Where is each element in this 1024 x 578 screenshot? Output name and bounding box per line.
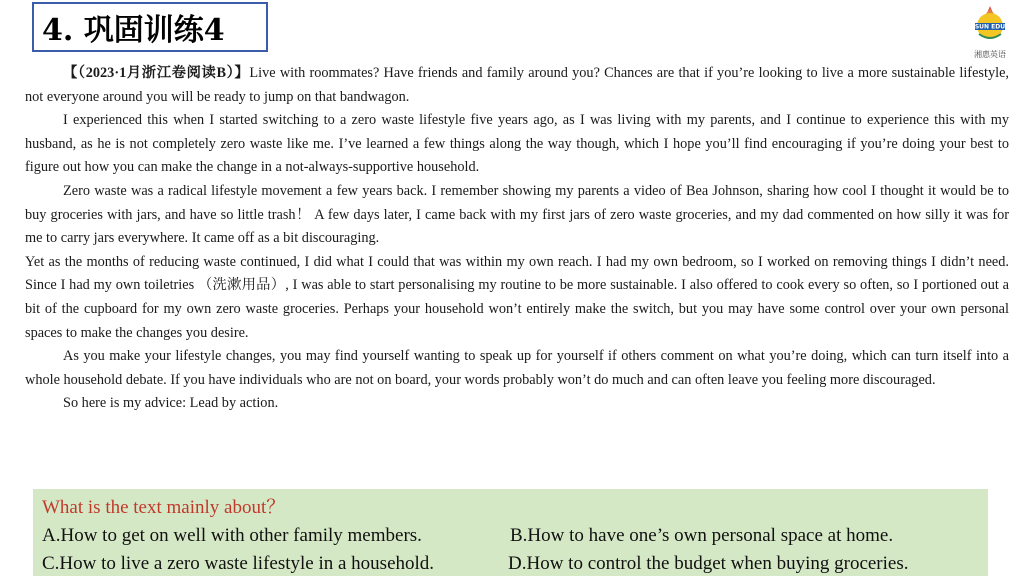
logo-emblem-icon bbox=[970, 4, 1010, 42]
passage-source-label: 【（2023·1月浙江卷阅读B）】 bbox=[63, 65, 250, 81]
option-d[interactable]: D.How to control the budget when buying groceries. bbox=[508, 553, 909, 574]
passage-paragraph-1-text: Live with roommates? Have friends and family around you? Chances are that if you’re looking to live a more sustainable lifestyle, not everyone around you will be ready to jump on that bandwagon. bbox=[25, 65, 1009, 105]
logo-top-text: SUN EDU bbox=[974, 23, 1006, 31]
publisher-logo bbox=[960, 4, 1020, 60]
slide-title: 4. 巩固训练4 bbox=[42, 13, 225, 48]
passage-paragraph-3: Zero waste was a radical lifestyle movement a few years back. I remember showing my parents a video of Bea Johnson, sharing how cool I thought it would be to buy groceries with jars, and have so little trash！ A few days later, I came back with my first jars of zero waste groceries, and my dad commented on how silly it was for me to carry jars everywhere. It came off as a bit discouraging. bbox=[25, 182, 1009, 247]
slide-title-box bbox=[32, 2, 268, 52]
reading-passage bbox=[25, 62, 1009, 416]
question-stem: What is the text mainly about？ bbox=[42, 497, 286, 518]
passage-paragraph-4: Yet as the months of reducing waste continued, I did what I could that was within my own reach. I had my own bedroom, so I worked on removing things I didn’t need. Since I had my own toiletries （洗漱用品）, I was able to start personalising my routine to be more sustainable. I also offered to cook every so often, so I portioned out a bit of the cupboard for my own zero waste groceries. Perhaps your household won’t entirely make the switch, but you may have some control over your own personal spaces to make the changes you desire. bbox=[25, 253, 1009, 341]
logo-bottom-text: 湘惠英语 bbox=[974, 50, 1006, 59]
option-a[interactable]: A.How to get on well with other family members. bbox=[42, 525, 422, 546]
options-row-1 bbox=[42, 522, 988, 550]
passage-paragraph-5: As you make your lifestyle changes, you may find yourself wanting to speak up for yourself if others comment on what you’re doing, which can turn itself into a whole household debate. If you have individuals who are not on board, your words probably won’t do much and can often leave you feeling more discouraged. bbox=[25, 348, 1009, 388]
option-b[interactable]: B.How to have one’s own personal space at home. bbox=[510, 525, 894, 546]
question-box bbox=[33, 489, 988, 576]
passage-paragraph-6: So here is my advice: Lead by action. bbox=[63, 395, 279, 412]
option-c[interactable]: C.How to live a zero waste lifestyle in a household. bbox=[42, 553, 435, 574]
passage-paragraph-2: I experienced this when I started switching to a zero waste lifestyle five years ago, as I was living with my parents, and I continue to experience this with my husband, as he is not completely zero waste like me. I’ve learned a few things along the way though, which I hope you’ll find encouraging if you’re doing your best to figure out how you can make the change in a not-always-supportive household. bbox=[25, 112, 1009, 176]
passage-paragraph-1 bbox=[25, 62, 1009, 109]
options-row-2 bbox=[42, 550, 988, 578]
